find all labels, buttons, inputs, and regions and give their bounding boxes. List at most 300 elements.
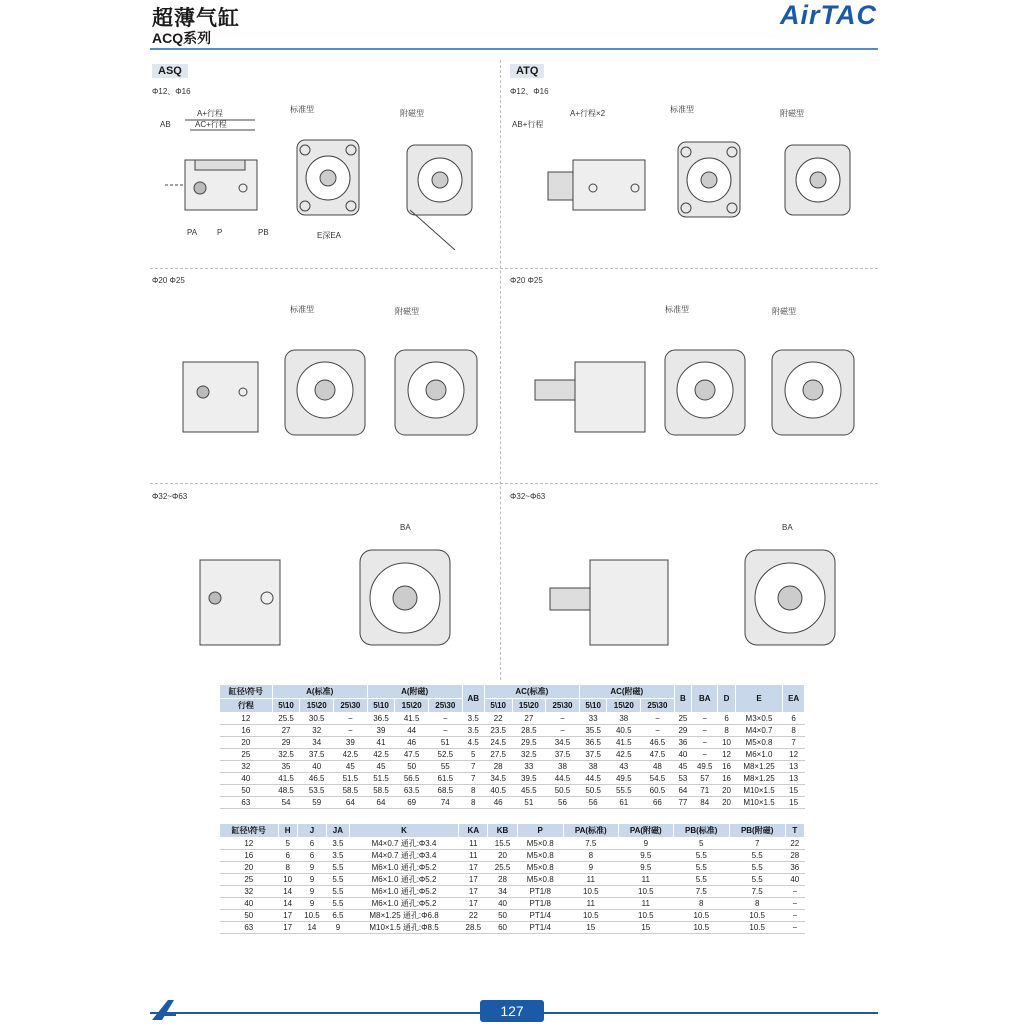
asq-dia-small: Φ12、Φ16 <box>152 87 191 96</box>
table-cell: 3.5 <box>327 838 350 850</box>
table-cell: 28.5 <box>512 725 546 737</box>
table-cell: 14 <box>278 898 297 910</box>
table-cell: 38 <box>579 761 607 773</box>
table-cell: 61.5 <box>428 773 462 785</box>
table-cell: 5.5 <box>673 850 729 862</box>
table-cell: 45 <box>334 761 368 773</box>
atq-large-drawing <box>510 510 880 670</box>
table-cell: 10.5 <box>673 910 729 922</box>
series-subtitle: ACQ系列 <box>152 30 212 46</box>
table-cell: 25.5 <box>488 862 517 874</box>
table-cell: 12 <box>783 749 805 761</box>
table-cell: 55 <box>428 761 462 773</box>
page-title: 超薄气缸 <box>152 7 240 30</box>
table-cell: 64 <box>367 797 395 809</box>
table-row <box>220 898 805 910</box>
table-cell: 52.5 <box>428 749 462 761</box>
table-cell: 36.5 <box>367 713 395 725</box>
table-cell: 3.5 <box>462 725 484 737</box>
table-cell: M5×0.8 <box>517 838 563 850</box>
table-cell: 38 <box>546 761 580 773</box>
table2-header-row <box>220 824 805 838</box>
lbl-magnetic: 附磁型 <box>400 109 424 118</box>
table-header-cell: JA <box>327 824 350 838</box>
atq-dia-small: Φ12、Φ16 <box>510 87 549 96</box>
table-cell: 6 <box>783 713 805 725</box>
table-row <box>220 749 805 761</box>
table-cell: 61 <box>607 797 641 809</box>
table-row <box>220 761 805 773</box>
table-cell: 8 <box>673 898 729 910</box>
table-header-cell: J <box>297 824 326 838</box>
table-cell: 42.5 <box>334 749 368 761</box>
table-cell: 48 <box>641 761 675 773</box>
table-row <box>220 886 805 898</box>
table-cell: 36 <box>674 737 691 749</box>
table-cell: 60.5 <box>641 785 675 797</box>
table-header-cell: H <box>278 824 297 838</box>
atq-dia-mid: Φ20 Φ25 <box>510 276 543 285</box>
table-row <box>220 910 805 922</box>
table-cell: 50 <box>395 761 429 773</box>
table-cell: 46.5 <box>300 773 334 785</box>
table-cell: 40.5 <box>607 725 641 737</box>
asq-tag: ASQ <box>152 64 188 78</box>
table-header-cell: K <box>349 824 458 838</box>
lbl-standard-atq-mid: 标准型 <box>665 305 689 314</box>
table-cell: M6×1.0 通孔:Φ5.2 <box>349 898 458 910</box>
table-cell: 56 <box>579 797 607 809</box>
table-cell: 17 <box>278 910 297 922</box>
table-cell: 10.5 <box>729 910 785 922</box>
spec-table-2 <box>219 823 805 934</box>
table-cell: − <box>692 749 718 761</box>
asq-small-drawing <box>155 100 495 250</box>
lbl-magnetic-mid: 附磁型 <box>395 307 419 316</box>
lbl-standard-atq: 标准型 <box>670 105 694 114</box>
table-cell: 23.5 <box>484 725 512 737</box>
page-header <box>0 0 1024 50</box>
table-cell: M6×1.0 通孔:Φ5.2 <box>349 874 458 886</box>
table-row <box>220 862 805 874</box>
table-cell: M8×1.25 <box>735 761 783 773</box>
table-cell: 22 <box>785 838 804 850</box>
atq-mid-drawing <box>510 300 880 460</box>
table-cell: 29.5 <box>512 737 546 749</box>
table-cell: 56.5 <box>395 773 429 785</box>
spec-table-1 <box>219 684 805 809</box>
lbl-ac-stroke: AC+行程 <box>195 120 227 129</box>
table-cell: 5.5 <box>729 862 785 874</box>
table-cell: 66 <box>641 797 675 809</box>
table-cell: 51.5 <box>367 773 395 785</box>
table-cell: 5.5 <box>729 850 785 862</box>
table-cell: 42.5 <box>367 749 395 761</box>
table-cell: − <box>692 713 718 725</box>
table-cell: 8 <box>783 725 805 737</box>
table-cell: 59 <box>300 797 334 809</box>
table-cell: 10.5 <box>618 886 673 898</box>
table-cell: 11 <box>618 898 673 910</box>
table-cell: 8 <box>729 898 785 910</box>
table-cell: − <box>641 713 675 725</box>
table-cell: M4×0.7 通孔:Φ3.4 <box>349 838 458 850</box>
table-cell: 44.5 <box>546 773 580 785</box>
lbl-magnetic-atq: 附磁型 <box>780 109 804 118</box>
table-cell: 5.5 <box>729 874 785 886</box>
table-cell: 9 <box>297 898 326 910</box>
table-cell: 11 <box>563 874 618 886</box>
table-cell: 6.5 <box>327 910 350 922</box>
table-cell: 45 <box>367 761 395 773</box>
table-cell: 8 <box>563 850 618 862</box>
table-cell: 34.5 <box>484 773 512 785</box>
table-cell: 10.5 <box>729 922 785 934</box>
table-cell: 10.5 <box>673 922 729 934</box>
table-cell: 13 <box>783 761 805 773</box>
table-cell: 29 <box>272 737 300 749</box>
table-cell: 32.5 <box>272 749 300 761</box>
table-row <box>220 797 805 809</box>
lbl-pa: PA <box>187 228 198 237</box>
table-cell: M5×0.8 <box>517 862 563 874</box>
table-cell: M5×0.8 <box>735 737 783 749</box>
table-cell: 17 <box>459 886 488 898</box>
table-cell: 20 <box>488 850 517 862</box>
table-cell: 9 <box>297 862 326 874</box>
table-cell: 12 <box>220 838 279 850</box>
table-cell: 45.5 <box>512 785 546 797</box>
lbl-a-stroke: A+行程 <box>197 109 224 118</box>
table-cell: 14 <box>297 922 326 934</box>
table-cell: 38 <box>607 713 641 725</box>
table-cell: 58.5 <box>334 785 368 797</box>
table-cell: 53 <box>674 773 691 785</box>
table-cell: − <box>692 737 718 749</box>
table1-header-row-1: 缸径\符号 A(标准) A(附磁) AB AC(标准) AC(附磁) B BA D E EA <box>220 685 805 699</box>
table-cell: 8 <box>462 785 484 797</box>
table-cell: 16 <box>220 725 273 737</box>
table-cell: 63 <box>220 922 279 934</box>
table-cell: 45 <box>674 761 691 773</box>
table-row <box>220 785 805 797</box>
table-header-cell: T <box>785 824 804 838</box>
table-cell: 30.5 <box>300 713 334 725</box>
table-cell: 44.5 <box>579 773 607 785</box>
table-cell: 15 <box>783 785 805 797</box>
table-header-cell: KA <box>459 824 488 838</box>
table-cell: 28 <box>785 850 804 862</box>
table-cell: 40 <box>785 874 804 886</box>
table-cell: 42.5 <box>607 749 641 761</box>
brand-logo: AirTAC <box>780 0 877 30</box>
lbl-standard-mid: 标准型 <box>290 305 314 314</box>
table-cell: 15 <box>563 922 618 934</box>
table-cell: 34 <box>300 737 334 749</box>
table-cell: 39 <box>334 737 368 749</box>
table-row <box>220 838 805 850</box>
table-cell: 28 <box>484 761 512 773</box>
table-cell: 49.5 <box>692 761 718 773</box>
table-cell: 5.5 <box>327 898 350 910</box>
table-cell: 40 <box>674 749 691 761</box>
table-cell: 25.5 <box>272 713 300 725</box>
table-cell: 27 <box>512 713 546 725</box>
table-cell: 35 <box>272 761 300 773</box>
table-cell: 37.5 <box>546 749 580 761</box>
table-cell: 84 <box>692 797 718 809</box>
table-cell: 7.5 <box>673 886 729 898</box>
table-cell: − <box>334 725 368 737</box>
table-cell: 40 <box>300 761 334 773</box>
table-cell: 9.5 <box>618 850 673 862</box>
lbl-ba-atq: BA <box>782 523 793 532</box>
table-cell: 41 <box>367 737 395 749</box>
table-row <box>220 773 805 785</box>
column-divider <box>500 60 501 680</box>
table-header-cell: 缸径\符号 <box>220 824 279 838</box>
table-cell: 10 <box>278 874 297 886</box>
table-cell: 56 <box>546 797 580 809</box>
table-cell: 6 <box>297 838 326 850</box>
table-cell: 50 <box>220 910 279 922</box>
table-cell: 43 <box>607 761 641 773</box>
table-cell: 63 <box>220 797 273 809</box>
table-cell: 34.5 <box>546 737 580 749</box>
lbl-p: P <box>217 228 223 237</box>
row-divider-1 <box>150 268 878 269</box>
table-cell: − <box>785 898 804 910</box>
table-cell: 54 <box>272 797 300 809</box>
table-cell: 51 <box>428 737 462 749</box>
table-cell: M8×1.25 <box>735 773 783 785</box>
lbl-a-stroke2: A+行程×2 <box>570 109 606 118</box>
table-cell: − <box>428 713 462 725</box>
table-cell: 10.5 <box>618 910 673 922</box>
table-cell: 41.5 <box>607 737 641 749</box>
table-cell: 17 <box>278 922 297 934</box>
table-cell: 57 <box>692 773 718 785</box>
table-cell: − <box>334 713 368 725</box>
table-cell: − <box>546 713 580 725</box>
lbl-ab-stroke: AB+行程 <box>512 120 544 129</box>
table-cell: 6 <box>297 850 326 862</box>
table-cell: 3.5 <box>327 850 350 862</box>
asq-dia-mid: Φ20 Φ25 <box>152 276 185 285</box>
table-cell: M10×1.5 通孔:Φ8.5 <box>349 922 458 934</box>
table-cell: 50.5 <box>579 785 607 797</box>
atq-dia-large: Φ32~Φ63 <box>510 492 546 501</box>
table-cell: M6×1.0 通孔:Φ5.2 <box>349 886 458 898</box>
table-header-cell: P <box>517 824 563 838</box>
table-cell: 20 <box>220 862 279 874</box>
table-cell: M5×0.8 <box>517 850 563 862</box>
table-cell: 6 <box>278 850 297 862</box>
lbl-ea: E深EA <box>317 231 342 240</box>
table-cell: M6×1.0 通孔:Φ5.2 <box>349 862 458 874</box>
table-cell: 40 <box>220 773 273 785</box>
table-cell: 36 <box>785 862 804 874</box>
table-cell: 55.5 <box>607 785 641 797</box>
table-cell: 69 <box>395 797 429 809</box>
table-cell: 9.5 <box>618 862 673 874</box>
lbl-pb: PB <box>258 228 269 237</box>
table-cell: 16 <box>718 761 735 773</box>
table-cell: 37.5 <box>579 749 607 761</box>
header-divider <box>150 48 878 50</box>
table-cell: 29 <box>674 725 691 737</box>
asq-large-drawing <box>155 510 495 670</box>
table-cell: 8 <box>718 725 735 737</box>
table-cell: 27.5 <box>484 749 512 761</box>
table-cell: 32 <box>220 886 279 898</box>
table-cell: 20 <box>718 797 735 809</box>
table-cell: 15 <box>783 797 805 809</box>
table-cell: 46 <box>484 797 512 809</box>
table-cell: M6×1.0 <box>735 749 783 761</box>
table-cell: 16 <box>718 773 735 785</box>
table-cell: 74 <box>428 797 462 809</box>
table-cell: 11 <box>618 874 673 886</box>
table-cell: M10×1.5 <box>735 797 783 809</box>
table-header-cell: PA(附磁) <box>618 824 673 838</box>
table-cell: 10.5 <box>297 910 326 922</box>
table-cell: 10.5 <box>563 886 618 898</box>
table-cell: 33 <box>512 761 546 773</box>
atq-tag: ATQ <box>510 64 544 78</box>
table-cell: 50 <box>220 785 273 797</box>
table-cell: 3.5 <box>462 713 484 725</box>
table-cell: 25 <box>220 749 273 761</box>
table-cell: 5 <box>462 749 484 761</box>
table-cell: 24.5 <box>484 737 512 749</box>
table-cell: 27 <box>272 725 300 737</box>
table-cell: 7 <box>462 773 484 785</box>
table-cell: 7.5 <box>563 838 618 850</box>
table-cell: 20 <box>718 785 735 797</box>
table-cell: 8 <box>278 862 297 874</box>
table-cell: 36.5 <box>579 737 607 749</box>
table-cell: − <box>641 725 675 737</box>
table-cell: 51.5 <box>334 773 368 785</box>
table-cell: 64 <box>674 785 691 797</box>
table-cell: 9 <box>297 886 326 898</box>
table-cell: 33 <box>579 713 607 725</box>
table-cell: 17 <box>459 898 488 910</box>
table-cell: 7 <box>729 838 785 850</box>
table-cell: 9 <box>327 922 350 934</box>
table-cell: 15 <box>618 922 673 934</box>
table-cell: 5.5 <box>673 874 729 886</box>
row-divider-2 <box>150 483 878 484</box>
table-cell: M5×0.8 <box>517 874 563 886</box>
table-header-cell: PB(附磁) <box>729 824 785 838</box>
table-cell: − <box>692 725 718 737</box>
table-cell: 51 <box>512 797 546 809</box>
table-cell: 11 <box>459 838 488 850</box>
table-cell: 53.5 <box>300 785 334 797</box>
table-cell: 9 <box>297 874 326 886</box>
table-cell: 5.5 <box>327 886 350 898</box>
table-cell: PT1/4 <box>517 922 563 934</box>
table-cell: 50 <box>488 910 517 922</box>
table-cell: 9 <box>618 838 673 850</box>
table-cell: 64 <box>334 797 368 809</box>
table-cell: 12 <box>718 749 735 761</box>
table-cell: 77 <box>674 797 691 809</box>
table-row <box>220 725 805 737</box>
table-cell: 16 <box>220 850 279 862</box>
table-cell: 37.5 <box>300 749 334 761</box>
table-cell: 14 <box>278 886 297 898</box>
table-cell: M8×1.25 通孔:Φ6.8 <box>349 910 458 922</box>
lbl-ba: BA <box>400 523 411 532</box>
table-cell: 17 <box>459 874 488 886</box>
table-cell: 40.5 <box>484 785 512 797</box>
table-cell: 17 <box>459 862 488 874</box>
table-cell: 35.5 <box>579 725 607 737</box>
table-cell: 40 <box>488 898 517 910</box>
table-cell: 7.5 <box>729 886 785 898</box>
table-header-cell: PA(标准) <box>563 824 618 838</box>
table-cell: 46.5 <box>641 737 675 749</box>
page-number: 127 <box>480 1000 544 1022</box>
table-cell: 60 <box>488 922 517 934</box>
table-cell: 41.5 <box>395 713 429 725</box>
table-cell: − <box>546 725 580 737</box>
table-cell: 25 <box>220 874 279 886</box>
table-cell: PT1/8 <box>517 898 563 910</box>
table-cell: 40 <box>220 898 279 910</box>
table-cell: PT1/4 <box>517 910 563 922</box>
table-cell: M10×1.5 <box>735 785 783 797</box>
asq-mid-drawing <box>155 300 495 460</box>
table-row <box>220 737 805 749</box>
table1-header-row-2: 行程 5\10 15\20 25\30 5\10 15\20 25\30 5\10 15\20 25\30 5\10 15\20 25\30 <box>220 699 805 713</box>
table-cell: 22 <box>484 713 512 725</box>
table-cell: 12 <box>220 713 273 725</box>
table-cell: 68.5 <box>428 785 462 797</box>
table-cell: 28.5 <box>459 922 488 934</box>
table-row <box>220 850 805 862</box>
table-cell: 47.5 <box>641 749 675 761</box>
table-cell: 34 <box>488 886 517 898</box>
table-cell: 5.5 <box>327 862 350 874</box>
table-cell: 32 <box>300 725 334 737</box>
table-cell: − <box>785 922 804 934</box>
table-cell: 5 <box>278 838 297 850</box>
table-cell: 49.5 <box>607 773 641 785</box>
lbl-ab: AB <box>160 120 171 129</box>
table-cell: 47.5 <box>395 749 429 761</box>
table-cell: M4×0.7 通孔:Φ3.4 <box>349 850 458 862</box>
table-cell: 10 <box>718 737 735 749</box>
table-cell: 20 <box>220 737 273 749</box>
table-header-cell: PB(标准) <box>673 824 729 838</box>
table-row <box>220 874 805 886</box>
table-cell: 8 <box>462 797 484 809</box>
table-cell: 32 <box>220 761 273 773</box>
asq-dia-large: Φ32~Φ63 <box>152 492 188 501</box>
table-cell: 5 <box>673 838 729 850</box>
table-row <box>220 922 805 934</box>
table-cell: 4.5 <box>462 737 484 749</box>
table-cell: 5.5 <box>673 862 729 874</box>
table-cell: 39.5 <box>512 773 546 785</box>
table-row <box>220 713 805 725</box>
table-cell: 58.5 <box>367 785 395 797</box>
table-cell: PT1/8 <box>517 886 563 898</box>
